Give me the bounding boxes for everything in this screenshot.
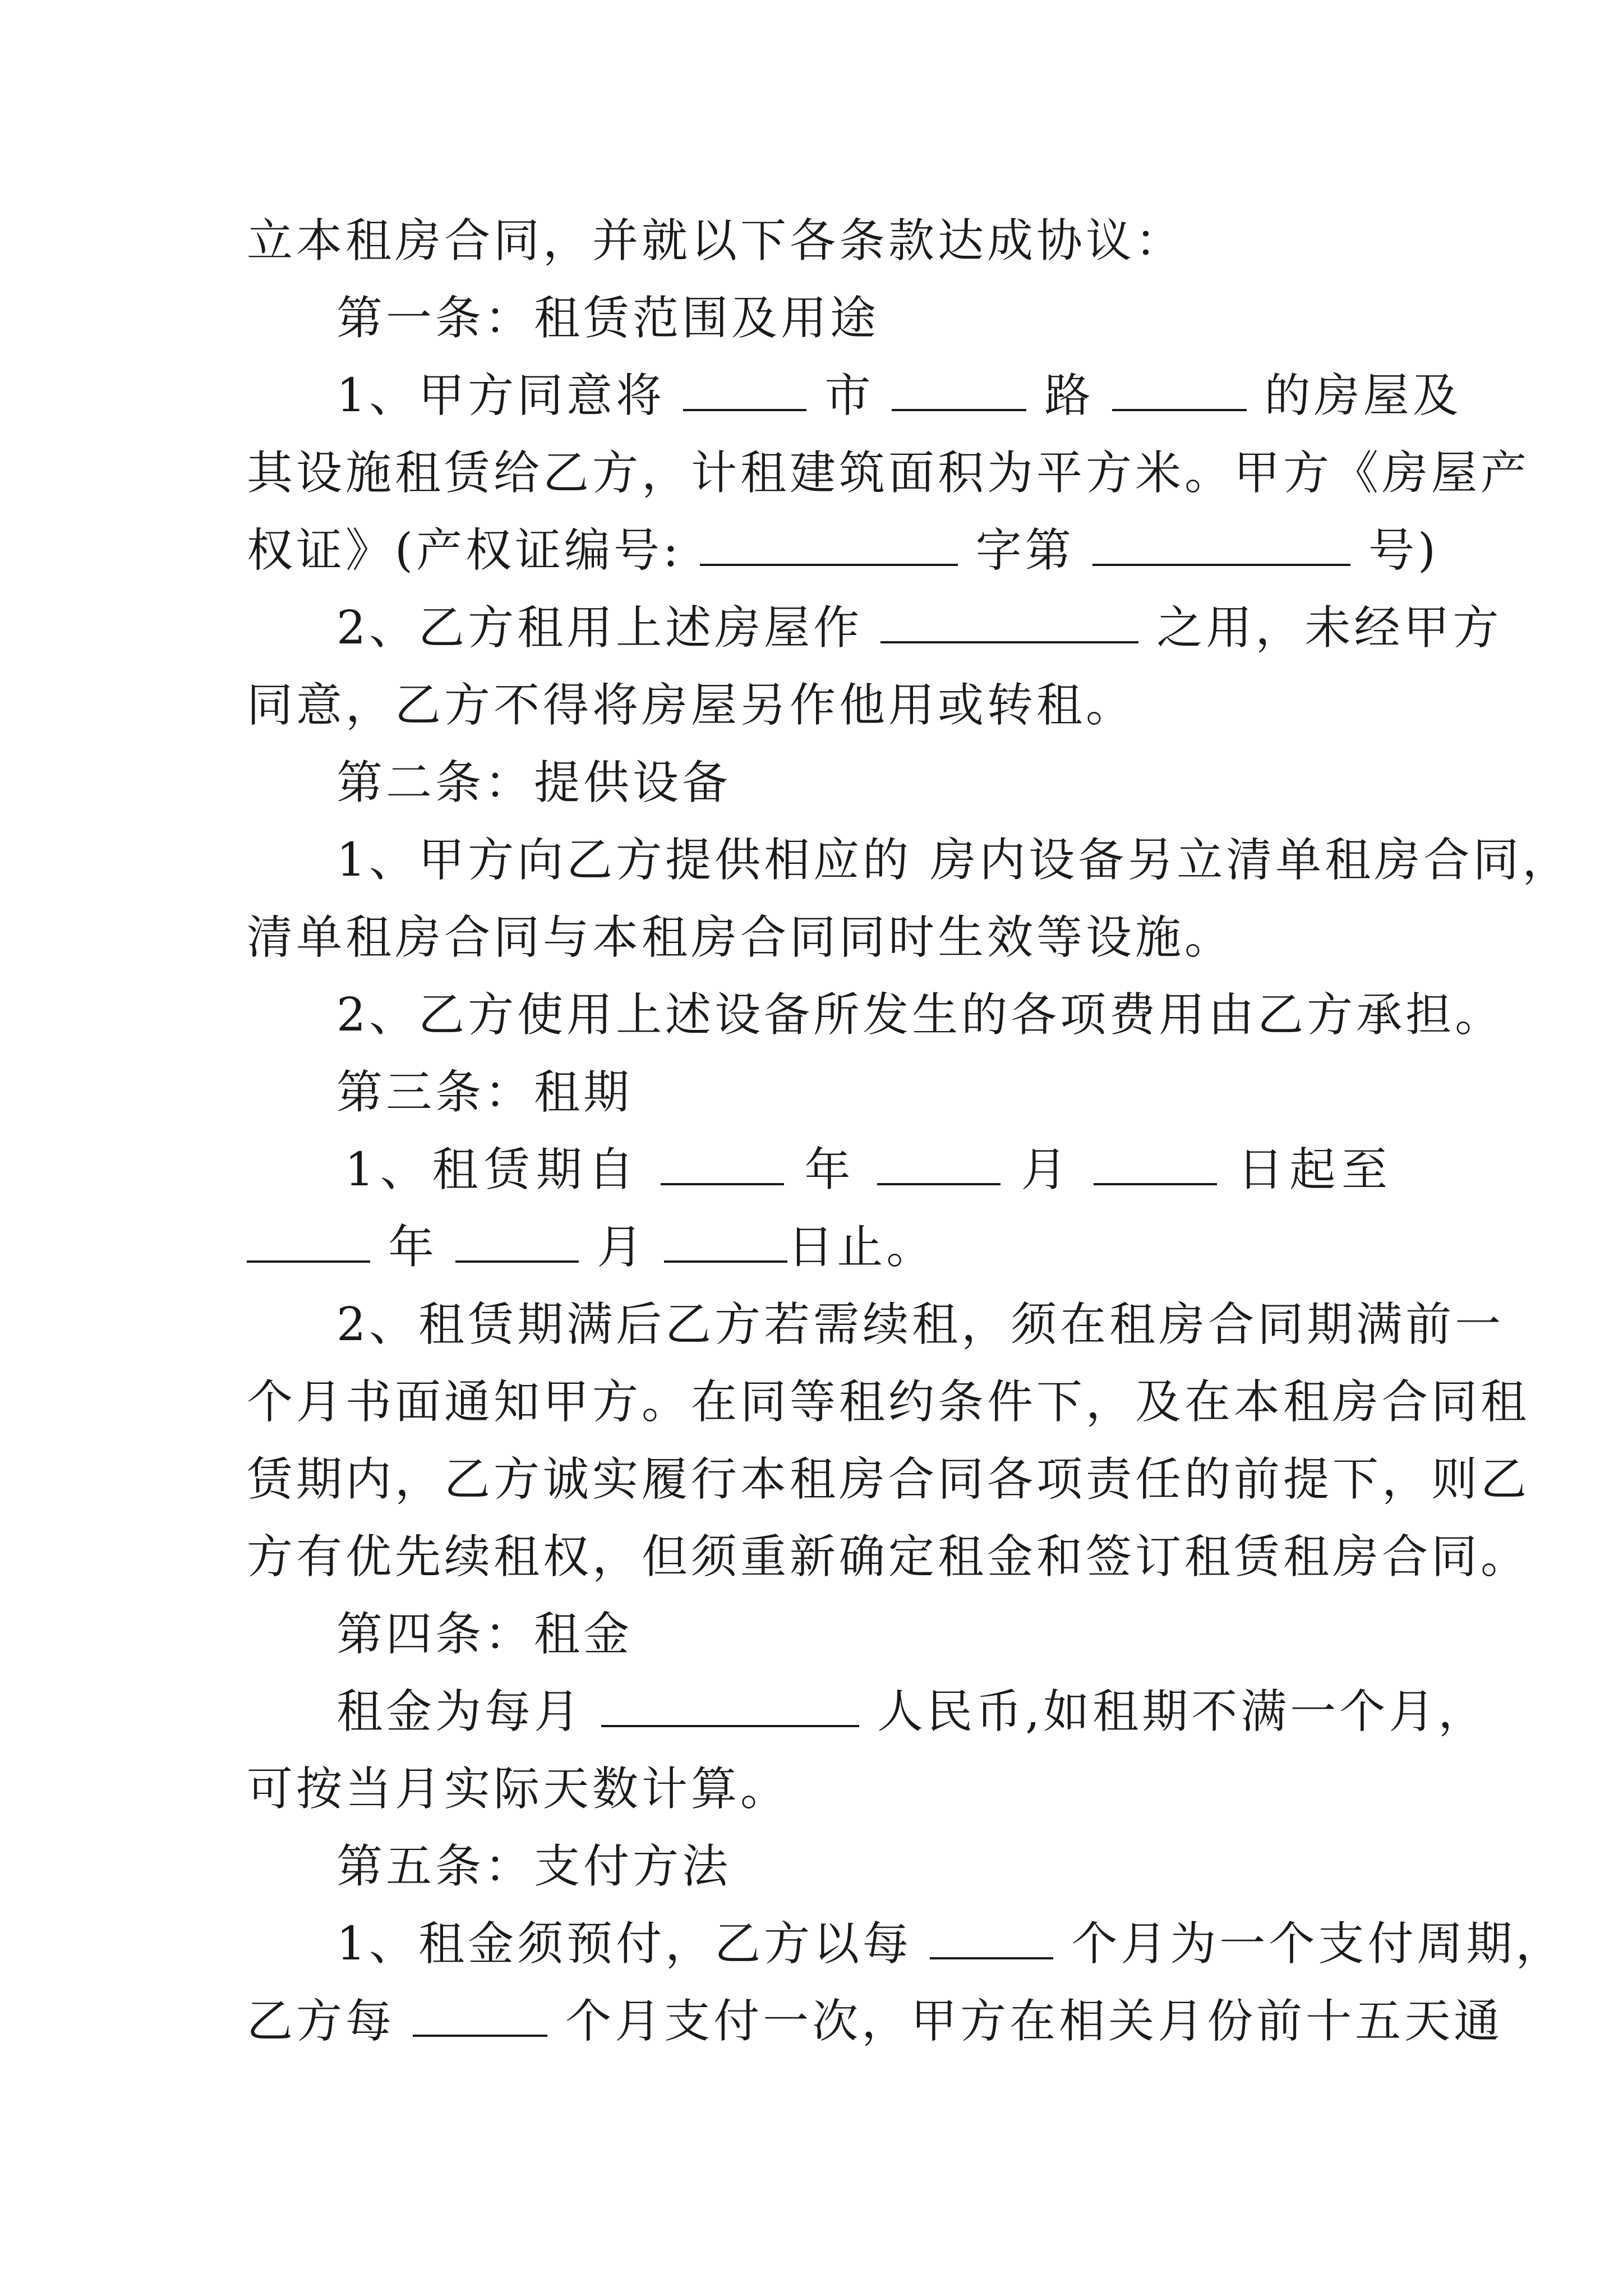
paragraph-line: 2、租赁期满后乙方若需续租，须在租房合同期满前一: [336, 1298, 1505, 1351]
text-run: 2、乙方租用上述房屋作: [336, 601, 863, 655]
text-run: 个月支付一次，甲方在相关月份前十五天通: [565, 1995, 1504, 2048]
blank-field: [877, 1144, 1000, 1185]
text-run: 日止。: [787, 1221, 936, 1274]
article-heading: 第三条：租期: [336, 1066, 633, 1119]
text-run: 字第: [975, 524, 1075, 577]
paragraph-line: [336, 368, 1462, 424]
text-run: 个月为一个支付周期，: [1071, 1917, 1565, 1971]
blank-field: [455, 1221, 579, 1263]
text-run: 乙方每: [247, 1995, 395, 2048]
paragraph-line: 个月书面通知甲方。在同等租约条件下，及在本租房合同租: [247, 1375, 1530, 1429]
blank-field: [601, 1686, 859, 1727]
paragraph-line: 方有优先续租权，但须重新确定租金和签订租赁租房合同。: [247, 1530, 1530, 1584]
paragraph-line: [247, 1994, 1504, 2050]
paragraph-line: 可按当月实际天数计算。: [247, 1763, 790, 1816]
blank-field: [700, 524, 958, 566]
paragraph-line: [345, 1142, 1391, 1198]
article-heading: 第二条：提供设备: [336, 756, 732, 809]
text-run: 1、甲方同意将: [336, 369, 666, 422]
text-run: 月: [597, 1221, 647, 1274]
paragraph-line: [247, 1220, 1391, 1276]
paragraph-line: 立本租房合同，并就以下各条款达成协议：: [247, 214, 1185, 268]
blank-field: [247, 1221, 370, 1263]
blank-field: [892, 370, 1026, 411]
blank-field: [683, 370, 806, 411]
blank-field: [664, 1221, 787, 1263]
text-run: 号): [1368, 524, 1439, 577]
text-run: 的房屋及: [1264, 369, 1462, 422]
paragraph-line: 其设施租赁给乙方，计租建筑面积为平方米。甲方《房屋产: [247, 447, 1530, 500]
article-heading: 第五条：支付方法: [336, 1840, 732, 1893]
text-run: 年: [804, 1143, 857, 1197]
paragraph-line: 2、乙方使用上述设备所发生的各项费用由乙方承担。: [336, 988, 1505, 1042]
text-run: 年: [388, 1221, 438, 1274]
blank-field: [930, 1918, 1053, 1959]
blank-field: [1094, 1144, 1217, 1185]
paragraph-line: 赁期内，乙方诚实履行本租房合同各项责任的前提下，则乙: [247, 1453, 1530, 1506]
blank-field: [1112, 370, 1247, 411]
text-run: 市: [824, 369, 874, 422]
paragraph-line: 清单租房合同与本租房合同同时生效等设施。: [247, 911, 1234, 964]
text-run: 1、租赁期自: [345, 1143, 640, 1197]
text-run: 月: [1021, 1143, 1073, 1197]
paragraph-line: [336, 1684, 1488, 1740]
article-heading: 第一条：租赁范围及用途: [336, 292, 880, 345]
paragraph-line: [336, 600, 1502, 656]
text-run: 路: [1044, 369, 1094, 422]
paragraph-line: [247, 523, 1439, 579]
text-run: 之用，未经甲方: [1156, 601, 1502, 655]
article-heading: 第四条：租金: [336, 1608, 633, 1661]
paragraph-line: 1、甲方向乙方提供相应的 房内设备另立清单租房合同，: [336, 834, 1572, 887]
blank-field: [1092, 524, 1350, 566]
blank-field: [661, 1144, 784, 1185]
paragraph-line: [336, 1916, 1565, 1972]
text-run: 1、租金须预付，乙方以每: [336, 1917, 912, 1971]
blank-field: [413, 1995, 547, 2037]
blank-field: [880, 602, 1138, 643]
text-run: 权证》(产权证编号:: [247, 524, 682, 577]
paragraph-line: 同意，乙方不得将房屋另作他用或转租。: [247, 679, 1136, 732]
text-run: 租金为每月: [336, 1685, 584, 1738]
text-run: 人民币,如租期不满一个月，: [877, 1685, 1488, 1738]
text-run: 日起至: [1237, 1143, 1391, 1197]
